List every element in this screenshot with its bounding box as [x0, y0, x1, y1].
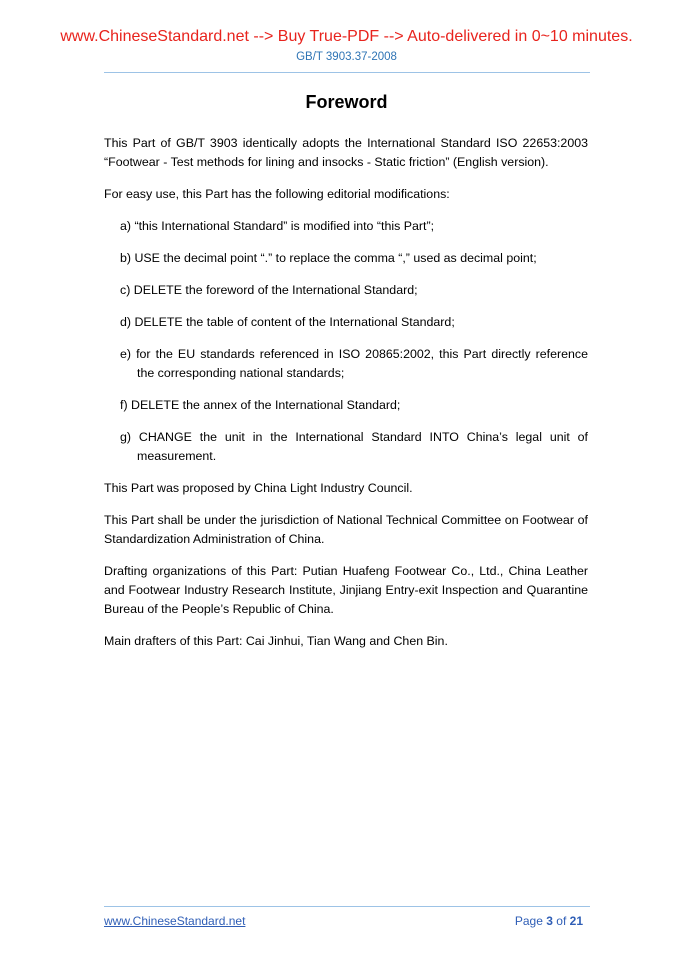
list-item: f) DELETE the annex of the International Standard; [120, 398, 401, 412]
page-of: of [556, 914, 567, 928]
list-item: g) CHANGE the unit in the International Standard INTO China’s legal unit of measurement. [120, 430, 588, 463]
paragraph-drafting-orgs: Drafting organizations of this Part: Putian Huafeng Footwear Co., Ltd., China Leather and Footwear Industry Research Institute, Jinjiang Entry-exit Inspection and Quarantine Bureau of the People’s Republic of China. [104, 564, 588, 616]
list-item: c) DELETE the foreword of the International Standard; [120, 283, 418, 297]
page-number [515, 914, 583, 928]
standard-number: GB/T 3903.37-2008 [296, 51, 397, 63]
paragraph-modifications-intro: For easy use, this Part has the following editorial modifications: [104, 187, 450, 201]
page-current: 3 [546, 914, 553, 928]
page-total: 21 [569, 914, 583, 928]
list-item: a) “this International Standard” is modified into “this Part”; [120, 219, 435, 233]
paragraph-proposer: This Part was proposed by China Light Industry Council. [104, 481, 413, 495]
footer-website-link[interactable]: www.ChineseStandard.net [104, 914, 246, 928]
purchase-banner[interactable]: www.ChineseStandard.net --> Buy True-PDF --> Auto-delivered in 0~10 minutes. [60, 28, 633, 45]
list-item: e) for the EU standards referenced in ISO 20865:2002, this Part directly reference the corresponding national standards; [120, 347, 588, 380]
paragraph-jurisdiction: This Part shall be under the jurisdiction of National Technical Committee on Footwear of Standardization Administration of China. [104, 513, 588, 546]
paragraph-drafters: Main drafters of this Part: Cai Jinhui, Tian Wang and Chen Bin. [104, 634, 448, 648]
page-title: Foreword [305, 92, 388, 112]
foreword-body [104, 134, 588, 664]
footer-divider [104, 906, 590, 907]
page-label: Page [514, 914, 543, 928]
list-item: b) USE the decimal point “.” to replace the comma “,” used as decimal point; [120, 251, 537, 265]
list-item: d) DELETE the table of content of the International Standard; [120, 315, 455, 329]
paragraph-adoption: This Part of GB/T 3903 identically adopts the International Standard ISO 22653:2003 “Footwear - Test methods for lining and insocks - Static friction” (English version). [104, 136, 588, 169]
header-divider [104, 72, 590, 73]
